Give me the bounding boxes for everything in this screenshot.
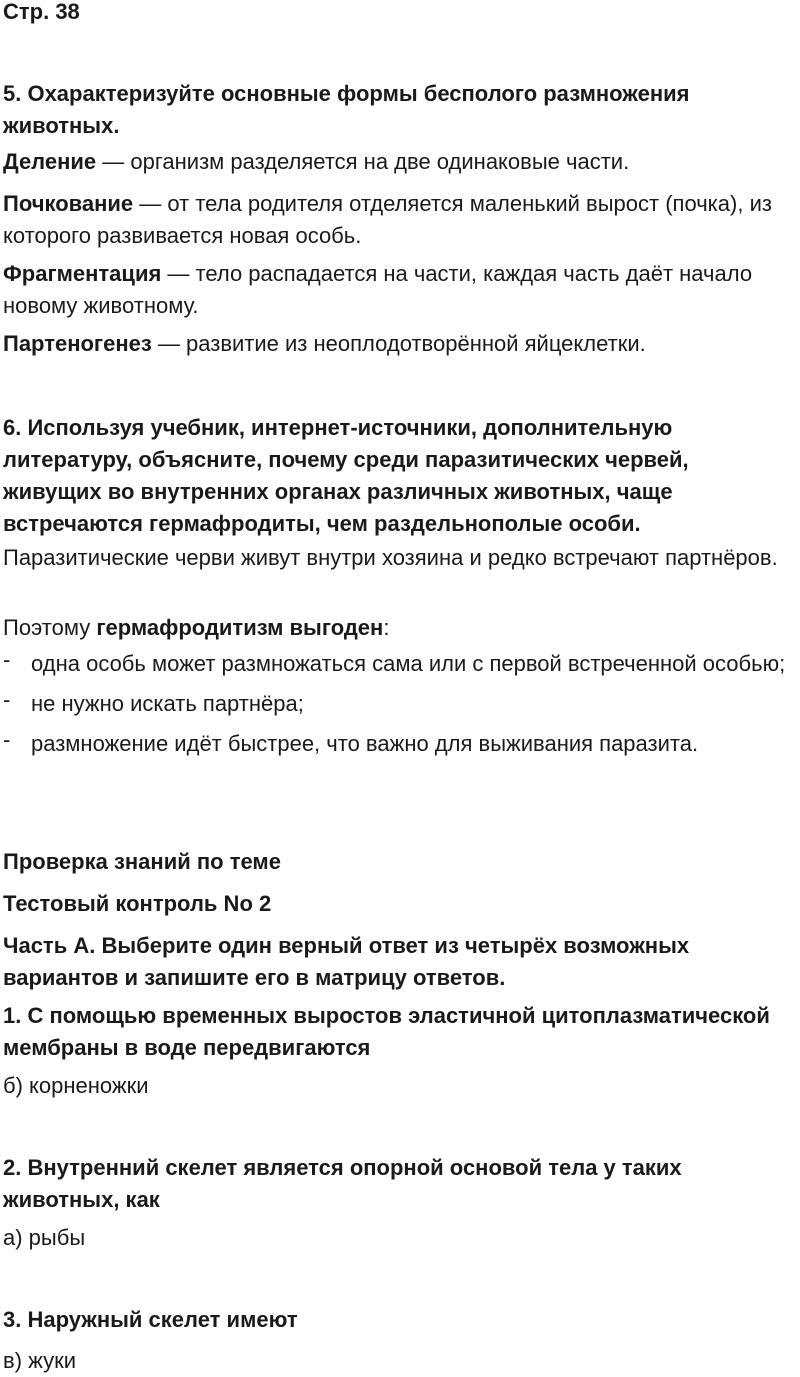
list-item-text: не нужно искать партнёра; — [31, 691, 304, 716]
text-budding: — от тела родителя отделяется маленький вырост (почка), из которого развивается новая особь. — [3, 191, 772, 248]
definition-fragmentation — [3, 258, 793, 322]
test-answer-2: а) рыбы — [3, 1225, 86, 1250]
dash-marker: - — [3, 727, 11, 752]
para2-suffix: : — [383, 615, 390, 640]
definition-parthenogenesis — [3, 328, 793, 360]
hermaphroditism-benefits-list — [3, 648, 798, 768]
dash-marker: - — [3, 647, 11, 672]
part-a-instructions: Часть А. Выберите один верный ответ из четырёх возможных вариантов и запишите его в матрицу ответов. — [3, 933, 690, 990]
answer-6-paragraph-1: Паразитические черви живут внутри хозяина и редко встречают партнёров. — [3, 545, 778, 570]
test-answer-1: б) корненожки — [3, 1073, 149, 1098]
test-question-1: 1. С помощью временных выростов эластичной цитоплазматической мембраны в воде передвигаются — [3, 1003, 770, 1060]
list-item-text: размножение идёт быстрее, что важно для выживания паразита. — [31, 731, 699, 756]
test-answer-3: в) жуки — [3, 1348, 77, 1373]
definition-budding — [3, 188, 793, 252]
para2-prefix: Поэтому — [3, 615, 97, 640]
question-5-title: 5. Охарактеризуйте основные формы бесполого размножения животных. — [3, 81, 690, 138]
list-item — [3, 728, 798, 760]
section-title: Проверка знаний по теме — [3, 849, 281, 874]
test-control-title: Тестовый контроль No 2 — [3, 891, 272, 916]
definition-division — [3, 146, 793, 178]
term-fragmentation: Фрагментация — [3, 261, 162, 286]
answer-6-paragraph-2 — [3, 612, 793, 644]
term-budding: Почкование — [3, 191, 134, 216]
text-parthenogenesis: — развитие из неоплодотворённой яйцеклетки. — [151, 331, 646, 356]
page-label: Стр. 38 — [3, 0, 80, 24]
text-fragmentation: — тело распадается на части, каждая часть даёт начало новому животному. — [3, 261, 753, 318]
text-division: — организм разделяется на две одинаковые части. — [96, 149, 630, 174]
term-parthenogenesis: Партеногенез — [3, 331, 152, 356]
para2-bold: гермафродитизм выгоден — [96, 615, 384, 640]
test-question-3: 3. Наружный скелет имеют — [3, 1307, 298, 1332]
test-question-2: 2. Внутренний скелет является опорной основой тела у таких животных, как — [3, 1155, 682, 1212]
list-item — [3, 648, 798, 680]
term-division: Деление — [3, 149, 97, 174]
dash-marker: - — [3, 687, 11, 712]
list-item — [3, 688, 798, 720]
question-6-title: 6. Используя учебник, интернет-источники, дополнительную литературу, объясните, почему среди паразитических червей, живущих во внутренних органах различных животных, чаще встречаются гермафродиты, чем раздельнополые особи. — [3, 415, 689, 536]
list-item-text: одна особь может размножаться сама или с первой встреченной особью; — [31, 651, 786, 676]
